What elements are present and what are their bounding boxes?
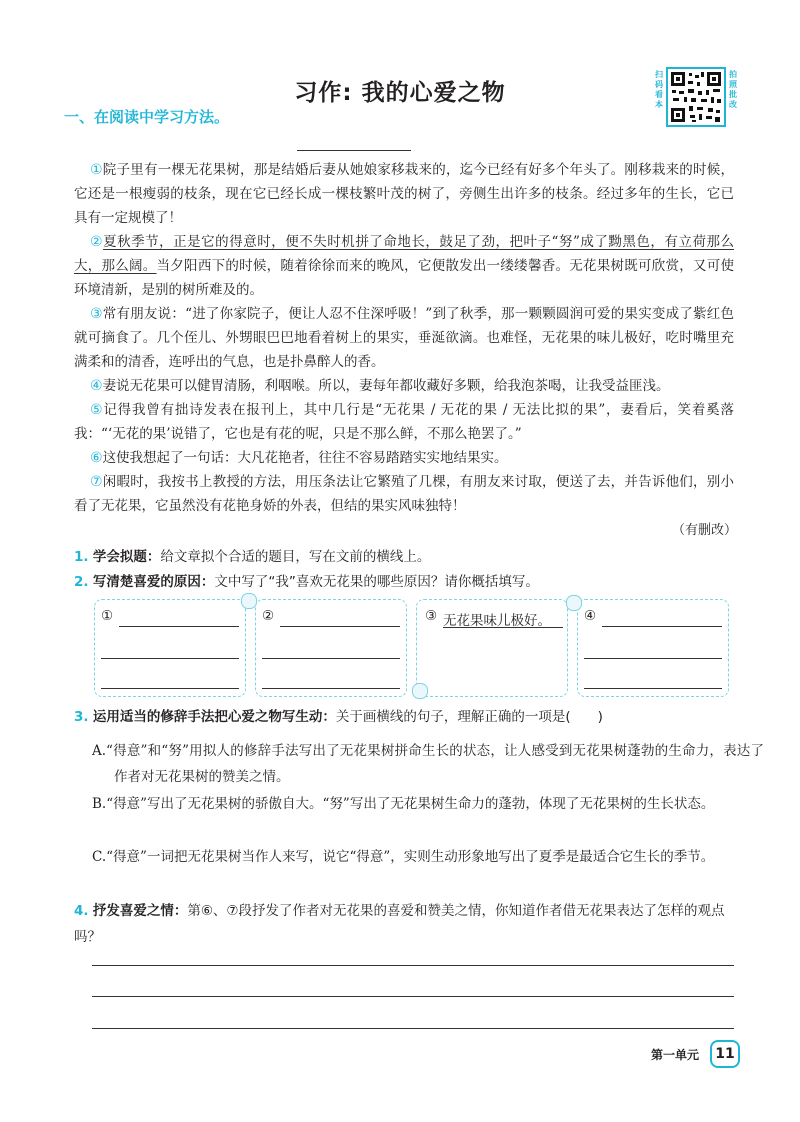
section-heading: 一、在阅读中学习方法。 [64, 108, 230, 126]
flower-decoration-icon [241, 593, 257, 609]
reason-answer: 无花果味儿极好。 [443, 613, 551, 629]
passage-paragraph-7 [74, 470, 734, 518]
paragraph-number: ② [90, 234, 104, 250]
paragraph-number: ⑦ [90, 474, 103, 490]
answer-line[interactable] [119, 626, 239, 627]
page-title: 习作: 我的心爱之物 [294, 80, 506, 106]
question-label: 运用适当的修辞手法把心爱之物写生动： [92, 709, 336, 725]
paragraph-number: ③ [90, 306, 103, 322]
passage-paragraph-6 [74, 446, 734, 470]
answer-line[interactable] [262, 658, 400, 659]
paragraph-text: 妻说无花果可以健胃清肠，利咽喉。所以，妻每年都收藏好多颗，给我泡茶喝，让我受益匪浅。 [102, 378, 670, 394]
answer-line [443, 627, 563, 628]
paragraph-text: 常有朋友说：“进了你家院子，便让人忍不住深呼吸！”到了秋季，那一颗颗圆润可爱的果实变成了紫红色就可摘食了。几个侄儿、外甥眼巴巴地看着树上的果实，垂涎欲滴。也难怪，无花果的味儿极好，吃时嘴里充满柔和的清香，连呼出的气息，也是扑鼻醉人的香。 [74, 306, 734, 370]
paragraph-number: ⑤ [90, 402, 104, 418]
answer-line[interactable] [92, 996, 734, 997]
reason-box-1 [94, 599, 246, 697]
question-number: 3. [74, 709, 89, 725]
paragraph-text: 当夕阳西下的时候，随着徐徐而来的晚风，它便散发出一缕缕馨香。无花果树既可欣赏，又可使环境清新，是别的树所难及的。 [74, 258, 735, 298]
question-4 [74, 898, 734, 950]
qr-label-right: 拍照批改 [729, 70, 737, 109]
paragraph-text: 闲暇时，我按书上教授的方法，用压条法让它繁殖了几棵，有朋友来讨取，便送了去，并告诉他们，别小看了无花果，它虽然没有花艳身娇的外表，但结的果实风味独特！ [74, 474, 734, 514]
reason-marker: ④ [584, 608, 597, 624]
qr-code-icon [668, 69, 724, 125]
flower-decoration-icon [412, 683, 428, 699]
option-c[interactable]: C.“得意”一词把无花果树当作人来写，说它“得意”，实则生动形象地写出了夏季是最适合它生长的季节。 [92, 849, 715, 865]
question-number: 4. [74, 903, 89, 919]
question-text: 关于画横线的句子，理解正确的一项是( ) [335, 709, 603, 725]
answer-line[interactable] [92, 965, 734, 966]
question-number: 1. [74, 549, 89, 565]
question-1 [74, 546, 754, 568]
answer-line[interactable] [280, 626, 400, 627]
paragraph-text: 院子里有一棵无花果树，那是结婚后妻从她娘家移栽来的，迄今已经有好多个年头了。刚移栽来的时候，它还是一根瘦弱的枝条，现在它已经长成一棵枝繁叶茂的树了，旁侧生出许多的枝条。经过多年的生长，它已具有一定规模了！ [74, 162, 734, 226]
passage-paragraph-2 [74, 230, 734, 302]
reason-marker: ① [101, 608, 114, 624]
passage-paragraph-3 [74, 302, 734, 374]
question-label: 抒发喜爱之情： [92, 903, 188, 919]
underlined-sentence: 夏秋季节，正是它的得意时，便不失时机拼了命地长，鼓足了劲，把叶子“努”成了黝黑色，有立荷那么大，那么阔。 [74, 234, 734, 274]
answer-line[interactable] [92, 1028, 734, 1029]
reason-marker: ③ [425, 608, 438, 624]
question-number: 2. [74, 574, 89, 590]
question-3 [74, 706, 754, 728]
passage-paragraph-5 [74, 398, 734, 446]
question-label: 学会拟题： [92, 549, 161, 565]
answer-line[interactable] [101, 688, 239, 689]
flower-decoration-icon [566, 595, 582, 611]
passage-paragraph-1 [74, 158, 734, 230]
reason-marker: ② [262, 608, 275, 624]
paragraph-text: 这使我想起了一句话：大凡花艳者，往往不容易踏踏实实地结果实。 [102, 450, 508, 466]
source-note: （有删改） [672, 523, 738, 538]
question-text: 给文章拟个合适的题目，写在文前的横线上。 [160, 549, 431, 565]
reason-box-4 [577, 599, 729, 697]
paragraph-text: 记得我曾有拙诗发表在报刊上，其中几行是“无花果 / 无花的果 / 无法比拟的果”，妻看后，笑着奚落我：“‘无花的果’说错了，它也是有花的呢，只是不那么鲜，不那么艳罢了。” [74, 402, 734, 442]
title-blank-line[interactable] [297, 150, 411, 151]
paragraph-number: ④ [90, 378, 103, 394]
answer-line[interactable] [584, 688, 722, 689]
answer-line[interactable] [262, 688, 400, 689]
reason-box-3 [416, 599, 568, 697]
option-a[interactable]: A.“得意”和“努”用拟人的修辞手法写出了无花果树拼命生长的状态，让人感受到无花果树蓬勃的生命力，表达了作者对无花果树的赞美之情。 [92, 743, 764, 785]
answer-line[interactable] [101, 658, 239, 659]
page-number: 11 [710, 1040, 740, 1068]
answer-line[interactable] [602, 626, 722, 627]
option-b[interactable]: B.“得意”写出了无花果树的骄傲自大。“努”写出了无花果树生命力的蓬勃，体现了无花果树的生长状态。 [92, 796, 715, 812]
question-text: 文中写了“我”喜欢无花果的哪些原因？请你概括填写。 [214, 574, 539, 590]
question-2 [74, 571, 754, 593]
unit-label: 第一单元 [651, 1048, 700, 1062]
qr-code[interactable] [666, 67, 726, 127]
question-label: 写清楚喜爱的原因： [92, 574, 215, 590]
question-text: 第⑥、⑦段抒发了作者对无花果的喜爱和赞美之情，你知道作者借无花果表达了怎样的观点吗？ [74, 903, 725, 945]
passage-paragraph-4 [74, 374, 734, 398]
paragraph-number: ① [90, 162, 103, 178]
qr-label-left: 扫码看本 [655, 70, 663, 109]
paragraph-number: ⑥ [90, 450, 103, 466]
answer-line[interactable] [584, 658, 722, 659]
reason-box-2 [255, 599, 407, 697]
